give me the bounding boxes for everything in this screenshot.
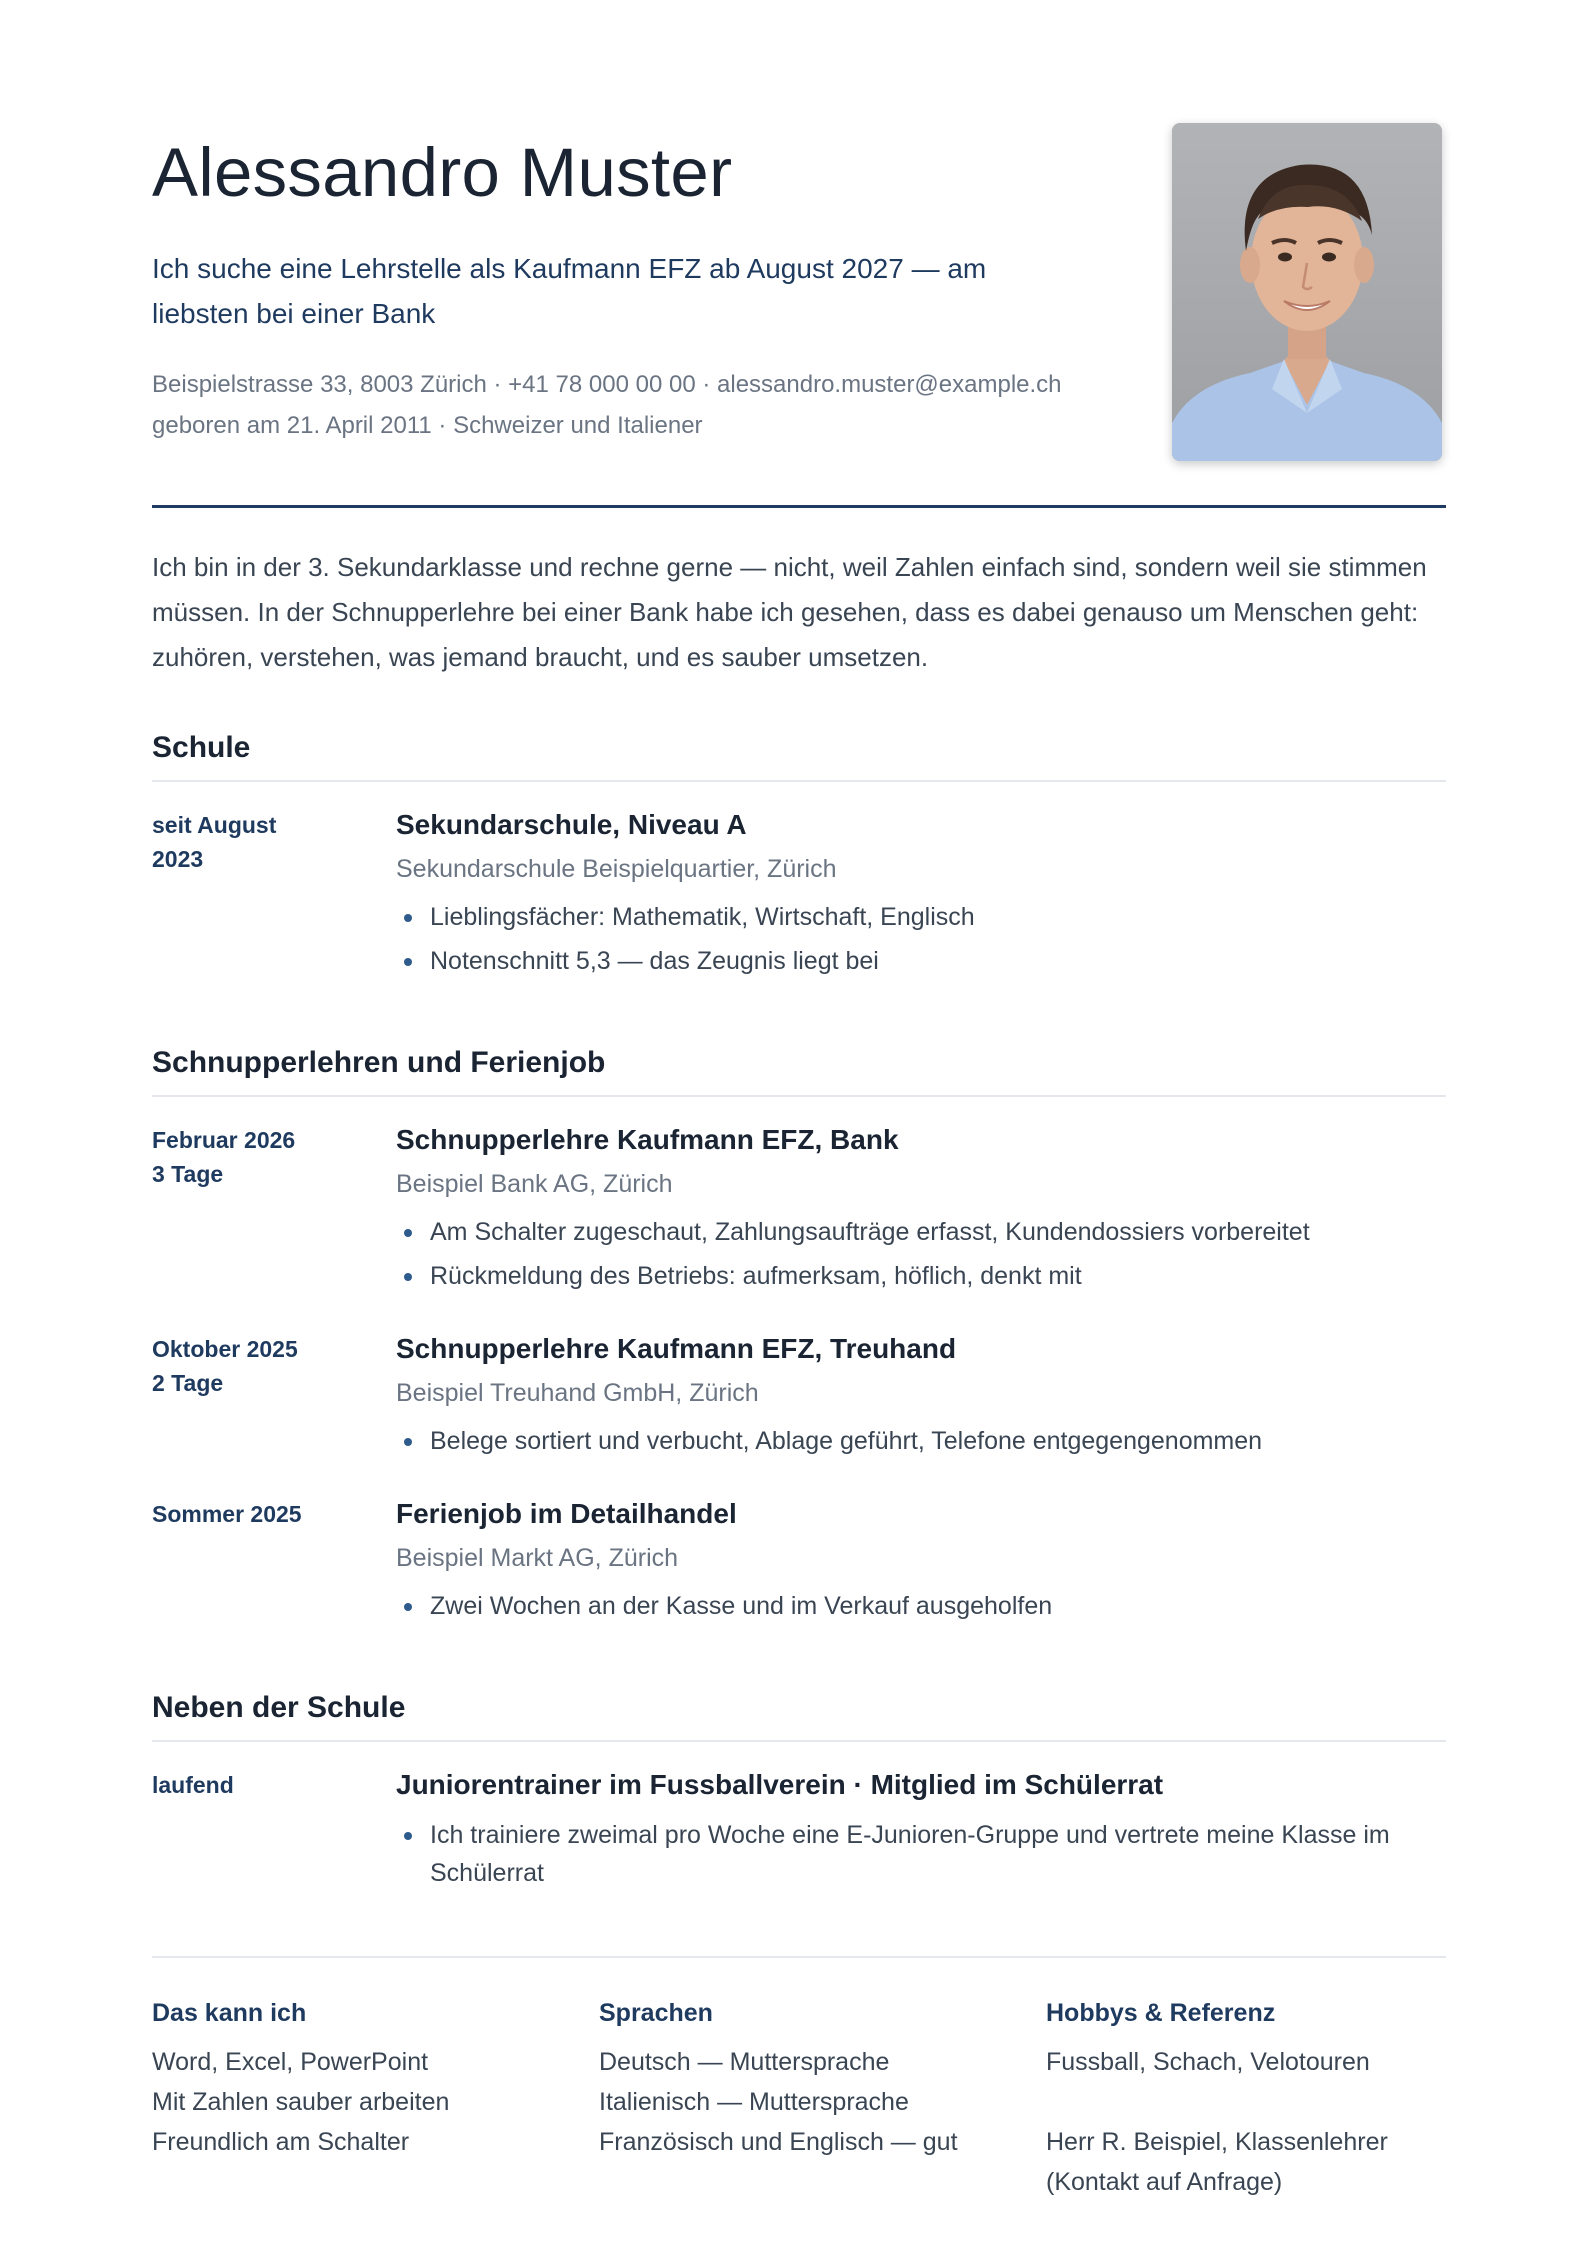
section-divider [152,1095,1446,1097]
entry-body [396,1768,1446,1898]
date-line: 2023 [152,846,204,872]
section-title-school: Schule [152,731,251,764]
entry-body [396,1123,1446,1301]
skills-title: Das kann ich [152,1999,307,2027]
languages-column [599,1996,1019,2162]
entry-bullets [396,1816,1446,1892]
entry-bullets [396,898,1446,980]
bullet-item: Belege sortiert und verbucht, Ablage geführt, Telefone entgegengenommen [396,1422,1446,1460]
headline: Ich suche eine Lehrstelle als Kaufmann EFZ ab August 2027 — am liebsten bei einer Bank [152,253,987,329]
reference-line: Herr R. Beispiel, Klassenlehrer [1046,2128,1388,2156]
bullet-item: Notenschnitt 5,3 — das Zeugnis liegt bei [396,942,1446,980]
entry-role: Schnupperlehre Kaufmann EFZ, Bank [396,1124,899,1155]
entry-org: Beispiel Bank AG, Zürich [396,1170,673,1198]
hobbies-line: Fussball, Schach, Velotouren [1046,2048,1370,2076]
date-line: 3 Tage [152,1161,224,1187]
date-line: Sommer 2025 [152,1501,302,1527]
language-item: Deutsch — Muttersprache [599,2048,890,2076]
bullet-item: Lieblingsfächer: Mathematik, Wirtschaft, Englisch [396,898,1446,936]
section-divider [152,1740,1446,1742]
language-item: Französisch und Englisch — gut [599,2128,958,2156]
intro-text: Ich bin in der 3. Sekundarklasse und rechne gerne — nicht, weil Zahlen einfach sind, sondern weil sie stimmen müssen. In der Schnupperlehre bei einer Bank habe ich gesehen, dass es dabei genauso um Menschen geht: zuhören, verstehen, was jemand braucht, und es sauber umsetzen. [152,552,1427,672]
entry-org: Sekundarschule Beispielquartier, Zürich [396,855,837,883]
profile-photo [1172,123,1442,461]
entry-date [152,1768,372,1802]
contact-info [152,364,1152,446]
entry-org: Beispiel Markt AG, Zürich [396,1544,679,1572]
applicant-name: Alessandro Muster [152,134,733,211]
bullet-item: Rückmeldung des Betriebs: aufmerksam, höflich, denkt mit [396,1257,1446,1295]
entry-date [152,1123,372,1191]
entry-body [396,808,1446,986]
bullet-item: Am Schalter zugeschaut, Zahlungsaufträge erfasst, Kundendossiers vorbereitet [396,1213,1446,1251]
skills-column [152,1996,572,2162]
portrait-image [1172,123,1442,461]
section-title-extra: Neben der Schule [152,1691,406,1724]
bullet-item: Ich trainiere zweimal pro Woche eine E-Junioren-Gruppe und vertrete meine Klasse im Schülerrat [396,1816,1446,1892]
hobbies-title: Hobbys & Referenz [1046,1999,1276,2027]
date-line: Oktober 2025 [152,1336,298,1362]
entry-bullets [396,1422,1446,1460]
contact-line-address: Beispielstrasse 33, 8003 Zürich · +41 78 000 00 00 · alessandro.muster@example.ch [152,371,1062,398]
skill-item: Word, Excel, PowerPoint [152,2048,429,2076]
hobbies-column [1046,1996,1466,2202]
language-item: Italienisch — Muttersprache [599,2088,909,2116]
skill-item: Freundlich am Schalter [152,2128,410,2156]
entry-role: Schnupperlehre Kaufmann EFZ, Treuhand [396,1333,957,1364]
header-divider [152,505,1446,508]
footer-divider [152,1956,1446,1958]
languages-title: Sprachen [599,1999,713,2027]
section-title-experience: Schnupperlehren und Ferienjob [152,1046,606,1079]
contact-line-birth: geboren am 21. April 2011 · Schweizer und Italiener [152,412,703,439]
date-line: 2 Tage [152,1370,224,1396]
date-line: Februar 2026 [152,1127,296,1153]
entry-body [396,1497,1446,1631]
date-line: laufend [152,1772,234,1798]
entry-date [152,808,372,876]
entry-date [152,1332,372,1400]
entry-bullets [396,1213,1446,1295]
entry-org: Beispiel Treuhand GmbH, Zürich [396,1379,759,1407]
entry-date [152,1497,372,1531]
entry-role: Ferienjob im Detailhandel [396,1498,737,1529]
entry-role: Sekundarschule, Niveau A [396,809,747,840]
entry-body [396,1332,1446,1466]
entry-bullets [396,1587,1446,1625]
section-divider [152,780,1446,782]
bullet-item: Zwei Wochen an der Kasse und im Verkauf ausgeholfen [396,1587,1446,1625]
date-line: seit August [152,812,277,838]
entry-role: Juniorentrainer im Fussballverein · Mitglied im Schülerrat [396,1769,1164,1800]
reference-note: (Kontakt auf Anfrage) [1046,2168,1283,2196]
skill-item: Mit Zahlen sauber arbeiten [152,2088,450,2116]
